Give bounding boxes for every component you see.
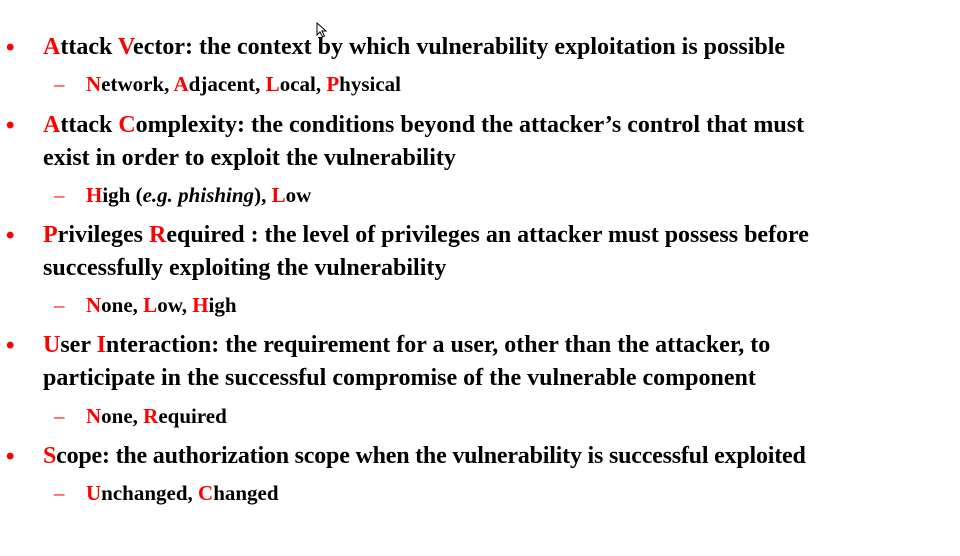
bullet-marker: • xyxy=(6,222,15,249)
bullet-text: Scope: the authorization scope when the vulnerability is successful exploited xyxy=(43,443,806,469)
bullet-marker: • xyxy=(6,443,15,470)
bullet-marker: • xyxy=(6,34,15,61)
bullet-text: Privileges Required : the level of privileges an attacker must possess before successfully exploiting the vulnerability xyxy=(43,222,809,281)
sub-bullet-user-interaction-values: – None, Required xyxy=(54,404,227,428)
sub-bullet-privileges-required-values: – None, Low, High xyxy=(54,293,237,317)
bullet-text: User Interaction: the requirement for a user, other than the attacker, to participate in the successful compromise of the vulnerable component xyxy=(43,332,771,391)
bullet-marker: • xyxy=(6,332,15,359)
bullet-marker: • xyxy=(6,112,15,139)
sub-bullet-attack-complexity-values: – High (e.g. phishing), Low xyxy=(54,183,312,207)
sub-bullet-attack-vector-values: – Network, Adjacent, Local, Physical xyxy=(54,72,402,96)
bullet-text: Attack Complexity: the conditions beyond the attacker’s control that must exist in order to exploit the vulnerability xyxy=(43,112,805,171)
sub-bullet-scope-values: – Unchanged, Changed xyxy=(54,481,279,505)
bullet-text: Attack Vector: the context by which vulnerability exploitation is possible xyxy=(43,34,786,60)
